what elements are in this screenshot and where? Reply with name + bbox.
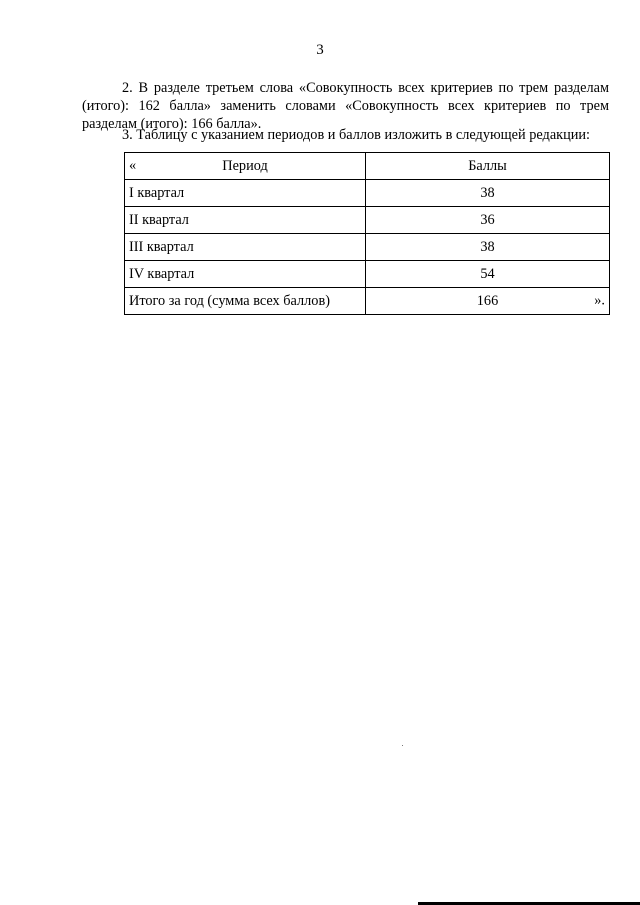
total-score-value: 166 [476,292,499,309]
page-number: 3 [316,42,324,58]
header-score-cell: Баллы [366,153,610,180]
header-period-cell [125,153,366,180]
score-cell: 38 [366,234,610,261]
score-cell: 38 [366,180,610,207]
table-row [125,234,610,261]
period-cell: I квартал [125,180,366,207]
scan-speck [402,745,403,746]
period-cell: III квартал [125,234,366,261]
total-period-cell: Итого за год (сумма всех баллов) [125,288,366,315]
table-row [125,207,610,234]
periods-scores-table [124,152,610,315]
table-header-row [125,153,610,180]
score-cell: 54 [366,261,610,288]
table-total-row [125,288,610,315]
total-score-cell [366,288,610,315]
opening-quote: « [129,157,137,174]
table-row [125,261,610,288]
header-period-label: Период [222,157,268,174]
period-cell: II квартал [125,207,366,234]
closing-quote: ». [594,292,605,309]
amendment-paragraph-2: 2. В разделе третьем слова «Совокупность всех критериев по трем разделам (итого): 162 балла» заменить словами «Совокупность всех критериев по трем разделам (итого): 166 балла». [82,80,609,132]
period-cell: IV квартал [125,261,366,288]
amendment-paragraph-3: 3. Таблицу с указанием периодов и баллов изложить в следующей редакции: [122,127,591,143]
table-row [125,180,610,207]
score-cell: 36 [366,207,610,234]
